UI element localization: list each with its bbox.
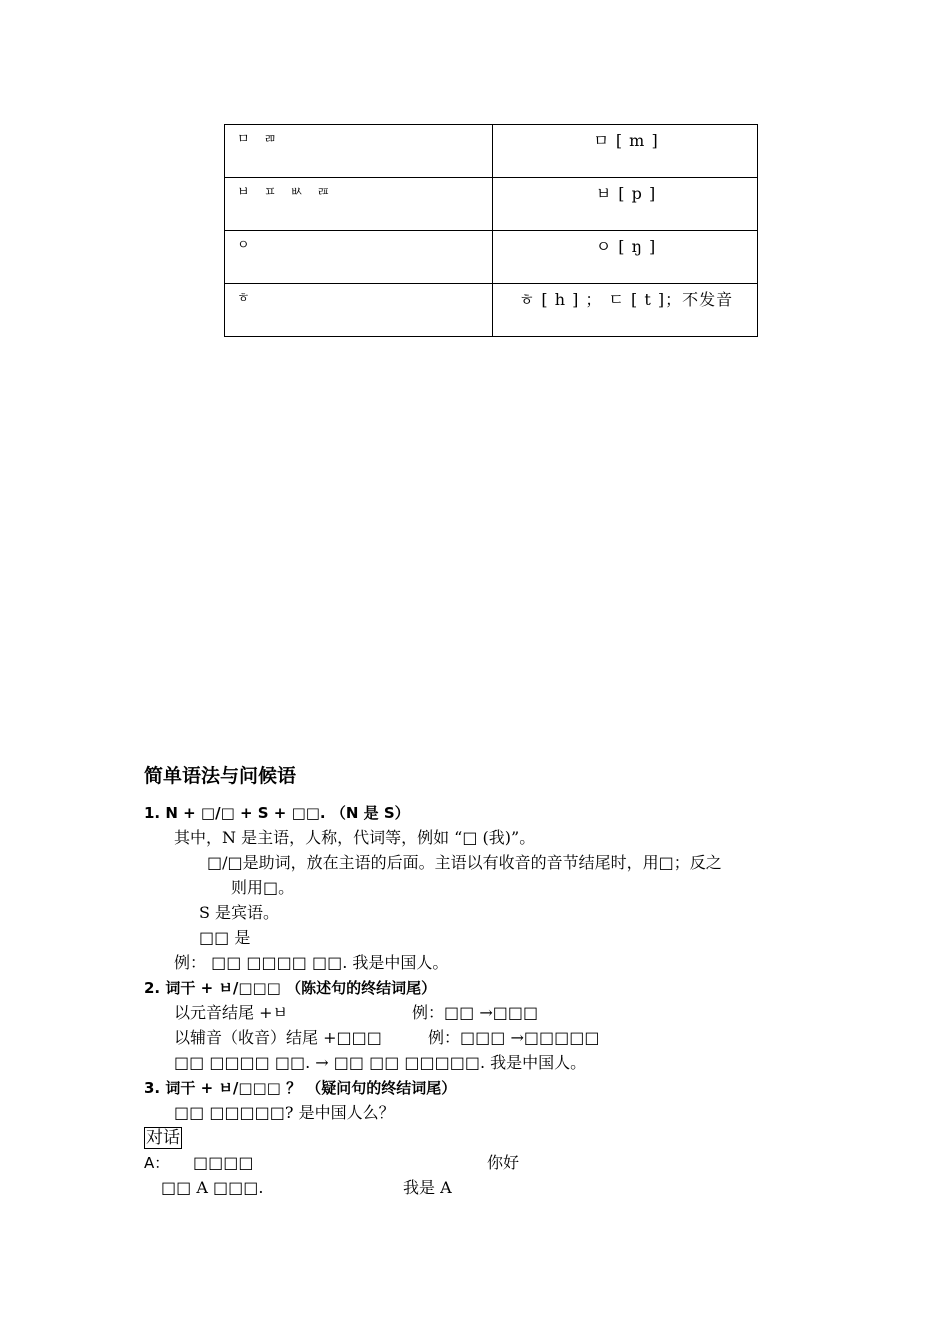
- grammar-2-line: □□ □□□□ □□. → □□ □□ □□□□□. 我是中国人。: [174, 1053, 587, 1072]
- grammar-1-heading: 1. N + □/□ + S + □□. （N 是 S）: [144, 804, 410, 822]
- table-cell-left: ㅂ ㅍ ㅄ ㄿ: [225, 178, 493, 231]
- table-cell-left: ㅁ ㄻ: [225, 125, 493, 178]
- grammar-3-heading: 3. 词干 + ㅂ/□□□ ？ （疑问句的终结词尾）: [144, 1079, 457, 1097]
- section-title: 简单语法与问候语: [144, 765, 297, 787]
- table-cell-left: ㅇ: [225, 231, 493, 284]
- grammar-2-example: 例：□□□ →□□□□□: [428, 1028, 600, 1047]
- table-cell-right: ㅁ [ m ]: [493, 125, 758, 178]
- grammar-1-line: 其中，N 是主语，人称，代词等，例如 “□ (我)”。: [174, 828, 536, 847]
- dialogue-label-text: 对话: [146, 1128, 180, 1148]
- speaker-b-korean: □□ A □□□.: [161, 1178, 264, 1197]
- grammar-1-example: 例： □□ □□□□ □□. 我是中国人。: [174, 953, 449, 972]
- table-cell-left: ㅎ: [225, 284, 493, 337]
- grammar-2-line: 以元音结尾 +ㅂ: [174, 1003, 288, 1022]
- table-cell-right: ㅇ [ ŋ ]: [493, 231, 758, 284]
- jamo-table: [224, 124, 758, 337]
- table-row: [225, 231, 758, 284]
- grammar-3-line: □□ □□□□□? 是中国人么？: [174, 1103, 395, 1122]
- speaker-a-label: A：: [144, 1154, 170, 1172]
- grammar-1-line: □/□是助词，放在主语的后面。主语以有收音的音节结尾时，用□；反之: [207, 853, 722, 872]
- speaker-b-chinese: 我是 A: [403, 1178, 452, 1197]
- grammar-2-line: 以辅音（收音）结尾 +□□□: [174, 1028, 382, 1047]
- grammar-1-line: □□ 是: [199, 928, 251, 947]
- speaker-a-korean: □□□□: [193, 1153, 254, 1172]
- table-row: [225, 178, 758, 231]
- speaker-a-chinese: 你好: [487, 1153, 520, 1172]
- grammar-2-example: 例：□□ →□□□: [412, 1003, 539, 1022]
- table-row: [225, 125, 758, 178]
- table-cell-right: ㅎ [ h ] ； ㄷ [ t ]；不发音: [493, 284, 758, 337]
- grammar-2-heading: 2. 词干 + ㅂ/□□□ （陈述句的终结词尾）: [144, 979, 437, 997]
- table-row: [225, 284, 758, 337]
- dialogue-label: [144, 1127, 182, 1149]
- grammar-1-line: S 是宾语。: [199, 903, 280, 922]
- table-cell-right: ㅂ [ p ]: [493, 178, 758, 231]
- grammar-1-line: 则用□。: [231, 878, 295, 897]
